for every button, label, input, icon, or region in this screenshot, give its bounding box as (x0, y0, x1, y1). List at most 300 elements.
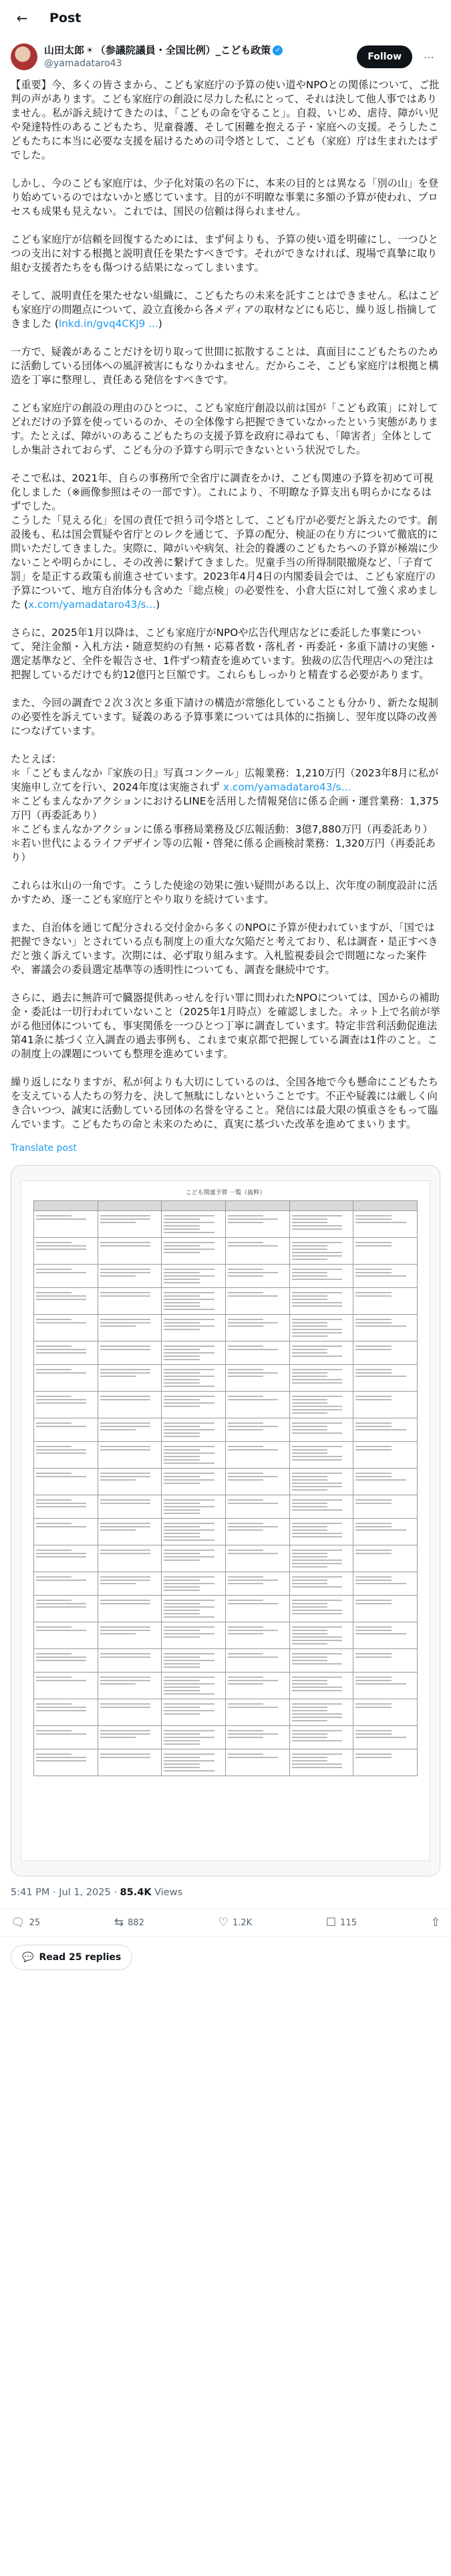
document-text-line (292, 1453, 327, 1454)
document-text-line (355, 1222, 406, 1223)
document-cell (225, 1315, 289, 1341)
document-cell (289, 1726, 353, 1749)
document-text-line (164, 1680, 199, 1681)
document-text-line (36, 1680, 86, 1681)
document-cell (353, 1288, 418, 1315)
document-row (34, 1649, 418, 1673)
document-text-line (36, 1299, 86, 1300)
document-row (34, 1699, 418, 1726)
paragraph: また、今回の調査で２次３次と多重下請けの構造が常態化していることも分かり、新たな規制の必要性を訴えています。疑義のある予算事業については具体的に指摘し、翌年度以降の改善につなげています。 (11, 697, 438, 737)
document-text-line (292, 1486, 342, 1487)
document-text-line (164, 1402, 214, 1404)
document-text-line (355, 1549, 391, 1551)
paragraph-text: そこで私は、2021年、自らの事務所で全省庁に調査をかけ、こども関連の予算を初めて可視化しました（※画像参照はその一部です）。これにより、不明瞭な予算支出も明らかになるはずでした。 (11, 472, 434, 512)
document-text-line (292, 1763, 342, 1765)
author-info (44, 43, 357, 70)
document-text-line (228, 1325, 263, 1327)
document-text-line (292, 1272, 327, 1273)
paragraph: こども家庭庁の創設の理由のひとつに、こども家庭庁創設以前は国が「こども政策」に対してどれだけの予算を使っているのか、その全体像すら把握できていなかったという実態があります。たとえば、障がいのあるこどもたちの支援予算を政府に尋ねても、「障害者」全体としてしか集計されておらず、こども分の予算すら明示できないという状況でした。 (11, 402, 438, 456)
chat-bubble-icon: 💬 (22, 1952, 34, 1963)
document-text-line (164, 1463, 214, 1464)
document-text-line (36, 1242, 71, 1243)
document-text-line (228, 1372, 278, 1374)
document-text-line (164, 1292, 214, 1293)
document-text-line (164, 1218, 199, 1220)
document-cell (34, 1572, 98, 1596)
document-text-line (164, 1356, 199, 1357)
document-text-line (355, 1630, 391, 1631)
document-cell (162, 1622, 226, 1649)
document-text-line (292, 1737, 327, 1738)
document-text-line (100, 1757, 150, 1758)
document-text-line (292, 1349, 327, 1350)
follow-button[interactable]: Follow (357, 45, 412, 68)
document-text-line (355, 1292, 391, 1293)
document-text-line (292, 1586, 342, 1588)
document-text-line (100, 1707, 150, 1708)
document-cell (225, 1545, 289, 1572)
document-cell (34, 1495, 98, 1519)
document-text-line (164, 1693, 214, 1695)
document-text-line (100, 1656, 150, 1658)
document-text-line (164, 1352, 214, 1354)
document-text-line (292, 1610, 342, 1611)
document-text-line (164, 1667, 199, 1668)
document-text-line (228, 1245, 278, 1247)
document-text-line (164, 1636, 199, 1638)
document-text-line (355, 1680, 391, 1681)
author-name-row[interactable] (44, 43, 357, 57)
document-text-line (292, 1379, 342, 1380)
document-text-line (164, 1737, 214, 1738)
action-bar (0, 1909, 451, 1937)
document-text-line (228, 1600, 263, 1601)
document-text-line (36, 1600, 71, 1601)
document-text-line (355, 1707, 391, 1708)
document-cell (98, 1469, 162, 1495)
document-text-line (36, 1272, 86, 1273)
document-cell (225, 1673, 289, 1699)
document-text-line (100, 1245, 150, 1247)
document-text-line (228, 1215, 263, 1216)
document-text-line (292, 1449, 327, 1451)
document-cell (353, 1622, 418, 1649)
document-cell (162, 1673, 226, 1699)
document-text-line (164, 1453, 214, 1454)
document-text-line (164, 1763, 199, 1765)
document-text-line (164, 1613, 199, 1614)
document-text-line (292, 1687, 342, 1688)
document-text-line (292, 1372, 327, 1374)
document-text-line (164, 1626, 214, 1628)
document-text-line (100, 1476, 150, 1477)
document-text-line (292, 1653, 342, 1654)
document-header-cell (34, 1201, 98, 1211)
document-cell (289, 1365, 353, 1392)
document-text-line (355, 1295, 391, 1297)
share-button[interactable] (431, 1916, 440, 1929)
document-text-line (164, 1349, 199, 1350)
document-text-line (164, 1252, 199, 1253)
document-text-line (292, 1269, 342, 1270)
document-row (34, 1265, 418, 1288)
document-text-line (36, 1322, 86, 1323)
document-cell (34, 1519, 98, 1545)
document-text-line (164, 1743, 199, 1745)
document-text-line (36, 1449, 86, 1451)
document-cell (353, 1211, 418, 1238)
document-text-line (100, 1422, 150, 1424)
like-count: 1.2K (232, 1917, 253, 1928)
document-text-line (100, 1526, 150, 1527)
document-text-line (355, 1272, 391, 1273)
document-text-line (355, 1703, 391, 1705)
document-text-line (228, 1242, 263, 1243)
document-text-line (355, 1269, 391, 1270)
document-text-line (292, 1426, 327, 1427)
document-text-line (164, 1576, 214, 1578)
document-row (34, 1749, 418, 1776)
document-cell (98, 1288, 162, 1315)
document-text-line (164, 1767, 199, 1768)
document-text-line (164, 1760, 214, 1761)
document-text-line (292, 1332, 342, 1333)
document-text-line (36, 1760, 86, 1761)
document-text-line (164, 1603, 199, 1604)
document-text-line (292, 1409, 342, 1410)
document-cell (353, 1418, 418, 1442)
document-text-line (355, 1677, 391, 1678)
document-text-line (36, 1292, 71, 1293)
document-text-line (100, 1372, 150, 1374)
document-text-line (292, 1720, 327, 1721)
document-text-line (292, 1456, 342, 1457)
document-text-line (355, 1633, 406, 1634)
document-text-line (228, 1322, 278, 1323)
document-text-line (228, 1292, 263, 1293)
bookmark-button[interactable] (326, 1916, 357, 1929)
document-cell (225, 1442, 289, 1469)
document-text-line (292, 1633, 327, 1634)
document-cell (98, 1726, 162, 1749)
document-text-line (164, 1232, 214, 1233)
reply-button[interactable] (11, 1916, 40, 1929)
document-cell (162, 1341, 226, 1365)
paragraph-text: ＊「こどもまんなか『家族の日』写真コンクール」広報業務：1,210万円（2023年8月に私が実施申し立てを行い、2024年度は実施されず (11, 767, 439, 793)
document-cell (353, 1392, 418, 1418)
document-text-line (36, 1476, 86, 1477)
more-options-icon[interactable]: ⋯ (424, 50, 434, 64)
document-cell (162, 1572, 226, 1596)
document-text-line (164, 1707, 199, 1708)
document-text-line (36, 1580, 86, 1581)
document-cell (98, 1495, 162, 1519)
document-cell (225, 1726, 289, 1749)
document-text-line (355, 1422, 391, 1424)
post-link-4[interactable]: x.com/yamadataro43/s... (223, 781, 351, 793)
document-text-line (292, 1299, 327, 1300)
document-text-line (355, 1245, 391, 1247)
document-text-line (292, 1663, 342, 1665)
document-text-line (36, 1757, 86, 1758)
document-text-line (36, 1346, 71, 1347)
document-text-line (164, 1653, 214, 1654)
document-cell (225, 1341, 289, 1365)
document-text-line (164, 1536, 199, 1537)
document-text-line (100, 1295, 150, 1297)
document-text-line (292, 1432, 342, 1434)
document-text-line (228, 1275, 263, 1277)
document-text-line (292, 1707, 327, 1708)
document-text-line (292, 1600, 342, 1601)
document-cell (98, 1442, 162, 1469)
document-text-line (355, 1757, 391, 1758)
document-text-line (355, 1218, 391, 1220)
document-text-line (355, 1656, 391, 1658)
document-cell (353, 1519, 418, 1545)
document-text-line (292, 1218, 327, 1220)
document-cell (162, 1469, 226, 1495)
document-text-line (36, 1402, 86, 1404)
document-cell (98, 1596, 162, 1622)
post-date[interactable]: Jul 1, 2025 (59, 1887, 111, 1898)
heart-icon: ♡ (218, 1916, 229, 1929)
translate-post-link[interactable]: Translate post (11, 1143, 77, 1154)
document-text-line (228, 1757, 278, 1758)
avatar[interactable] (11, 43, 37, 70)
like-button[interactable] (218, 1916, 252, 1929)
document-row (34, 1622, 418, 1649)
document-text-line (164, 1610, 199, 1611)
document-header-cell (289, 1201, 353, 1211)
document-text-line (228, 1633, 263, 1634)
document-text-line (164, 1228, 199, 1230)
document-text-line (292, 1325, 327, 1327)
document-text-line (36, 1369, 71, 1370)
document-text-line (100, 1429, 136, 1430)
document-cell (98, 1238, 162, 1265)
author-name-suffix[interactable]: （参議院議員・全国比例）_こども政策 (95, 44, 271, 56)
document-text-line (164, 1703, 214, 1705)
document-text-line (164, 1359, 199, 1360)
document-text-line (164, 1733, 199, 1735)
document-cell (289, 1495, 353, 1519)
repost-count: 882 (128, 1917, 144, 1928)
document-text-line (100, 1269, 150, 1270)
document-text-line (100, 1426, 150, 1427)
post-meta: 5:41 PM · Jul 1, 2025 · 85.4K Views (0, 1876, 451, 1909)
document-text-line (292, 1279, 342, 1280)
document-cell (289, 1392, 353, 1418)
document-cell (98, 1572, 162, 1596)
document-text-line (292, 1476, 327, 1477)
document-text-line (292, 1305, 342, 1307)
document-text-line (228, 1295, 278, 1297)
author-handle[interactable]: @yamadataro43 (44, 58, 122, 69)
document-text-line (164, 1509, 199, 1511)
paragraph: これらは氷山の一角です。こうした使途の効果に強い疑問がある以上、次年度の制度設計に活かすため、逐一こども家庭庁とやり取りを続けています。 (11, 879, 438, 905)
document-table (33, 1200, 418, 1776)
reply-icon: 🗨 (11, 1916, 25, 1929)
document-text-line (164, 1770, 214, 1772)
document-text-line (164, 1499, 214, 1501)
document-text-line (100, 1680, 150, 1681)
document-cell (34, 1649, 98, 1673)
document-text-line (292, 1489, 327, 1491)
document-text-line (292, 1396, 342, 1397)
document-text-line (355, 1215, 391, 1216)
read-replies-button[interactable] (11, 1945, 132, 1970)
document-text-line (228, 1549, 263, 1551)
document-text-line (355, 1600, 391, 1601)
document-text-line (355, 1583, 406, 1584)
document-text-line (164, 1215, 214, 1216)
document-text-line (100, 1242, 150, 1243)
document-text-line (100, 1529, 136, 1531)
document-text-line (355, 1426, 391, 1427)
document-text-line (228, 1580, 278, 1581)
document-text-line (355, 1737, 406, 1738)
page-title: Post (49, 10, 82, 25)
document-text-line (292, 1242, 342, 1243)
document-text-line (36, 1576, 71, 1578)
document-cell (162, 1519, 226, 1545)
document-cell (98, 1545, 162, 1572)
document-cell (98, 1365, 162, 1392)
document-text-line (36, 1319, 71, 1320)
document-text-line (36, 1295, 86, 1297)
document-row (34, 1211, 418, 1238)
document-text-line (100, 1322, 150, 1323)
document-cell (225, 1265, 289, 1288)
document-cell (353, 1442, 418, 1469)
document-text-line (100, 1319, 150, 1320)
document-text-line (292, 1446, 342, 1447)
document-text-line (164, 1309, 214, 1310)
document-text-line (164, 1432, 199, 1434)
document-text-line (292, 1576, 342, 1578)
document-cell (353, 1495, 418, 1519)
document-text-line (164, 1549, 214, 1551)
document-text-line (164, 1319, 214, 1320)
post-link-3[interactable]: x.com/yamadataro43/s... (28, 599, 156, 611)
repost-button[interactable] (114, 1916, 144, 1929)
back-arrow-icon[interactable]: ← (16, 9, 28, 26)
share-icon: ⇧ (430, 1916, 440, 1929)
document-text-line (164, 1242, 214, 1243)
document-text-line (36, 1453, 86, 1454)
document-text-line (164, 1479, 214, 1481)
document-cell (162, 1418, 226, 1442)
document-text-line (292, 1640, 342, 1641)
document-cell (289, 1238, 353, 1265)
document-text-line (292, 1506, 327, 1507)
document-row (34, 1572, 418, 1596)
document-cell (289, 1699, 353, 1726)
document-cell (353, 1341, 418, 1365)
document-row (34, 1495, 418, 1519)
document-text-line (355, 1346, 391, 1347)
document-cell (98, 1649, 162, 1673)
document-text-line (228, 1733, 278, 1735)
document-cell (289, 1519, 353, 1545)
document-row (34, 1442, 418, 1469)
document-text-line (292, 1533, 342, 1534)
document-text-line (36, 1506, 86, 1507)
document-text-line (228, 1603, 278, 1604)
document-text-line (292, 1603, 327, 1604)
document-text-line (164, 1600, 214, 1601)
document-text-line (100, 1633, 136, 1634)
document-text-line (292, 1626, 342, 1628)
document-text-line (292, 1406, 342, 1407)
document-cell (98, 1341, 162, 1365)
post-link-1[interactable]: lnkd.in/gvq4CKJ9 ... (58, 318, 158, 330)
document-text-line (292, 1703, 342, 1705)
document-text-line (100, 1553, 150, 1554)
repost-icon: ⇆ (114, 1916, 124, 1929)
document-text-line (164, 1656, 199, 1658)
document-text-line (36, 1626, 71, 1628)
document-text-line (355, 1476, 391, 1477)
document-text-line (164, 1753, 214, 1755)
paragraph: さらに、2025年1月以降は、こども家庭庁がNPOや広告代理店などに委託した事業について、発注金額・入札方法・随意契約の有無・応募者数・落札者・再委託・多重下請けの実態・選定基準など、全件を報告させ、1件ずつ精査を進めています。独裁の広告代理店への発注は把握しているだけでも約12億円と巨額です。これらもしっかりと精査する必要があります。 (11, 627, 438, 681)
document-text-line (100, 1703, 150, 1705)
document-cell (225, 1418, 289, 1442)
document-text-line (355, 1626, 391, 1628)
document-text-line (164, 1369, 214, 1370)
document-text-line (292, 1643, 327, 1644)
document-text-line (164, 1616, 214, 1618)
document-text-line (292, 1753, 342, 1755)
document-cell (289, 1265, 353, 1288)
document-text-line (36, 1349, 86, 1350)
document-text-line (36, 1499, 71, 1501)
document-text-line (100, 1376, 136, 1377)
document-text-line (164, 1456, 199, 1457)
document-text-line (164, 1382, 199, 1384)
document-cell (98, 1211, 162, 1238)
document-text-line (164, 1590, 199, 1591)
document-text-line (36, 1523, 71, 1524)
author-name[interactable]: 山田太郎 (44, 44, 85, 56)
document-text-line (164, 1222, 214, 1223)
document-cell (98, 1392, 162, 1418)
document-text-line (164, 1513, 199, 1514)
document-text-line (228, 1422, 263, 1424)
document-text-line (100, 1479, 136, 1481)
document-text-line (100, 1349, 150, 1350)
document-text-line (164, 1757, 199, 1758)
document-text-line (292, 1740, 342, 1741)
document-text-line (292, 1509, 342, 1511)
document-text-line (164, 1269, 214, 1270)
paragraph: しかし、今のこども家庭庁は、少子化対策の名の下に、本来の目的とは異なる「別の山」を登り始めているのではないかと感じています。目的が不明瞭な事業に多額の予算が使われ、プロセスも成果も見えない。これでは、国民の信頼は得られません。 (11, 177, 438, 217)
post-time[interactable]: 5:41 PM (11, 1887, 50, 1898)
document-text-line (355, 1396, 391, 1397)
post-image[interactable] (11, 1165, 440, 1876)
document-header-cell (162, 1201, 226, 1211)
document-cell (34, 1749, 98, 1776)
document-text-line (36, 1372, 86, 1374)
document-text-line (292, 1295, 327, 1297)
document-title: こども関連予算 一覧（抜粋） (185, 1190, 266, 1196)
document-text-line (36, 1653, 71, 1654)
document-text-line (292, 1733, 327, 1735)
document-text-line (228, 1319, 263, 1320)
document-text-line (36, 1606, 86, 1608)
document-text-line (355, 1529, 406, 1531)
